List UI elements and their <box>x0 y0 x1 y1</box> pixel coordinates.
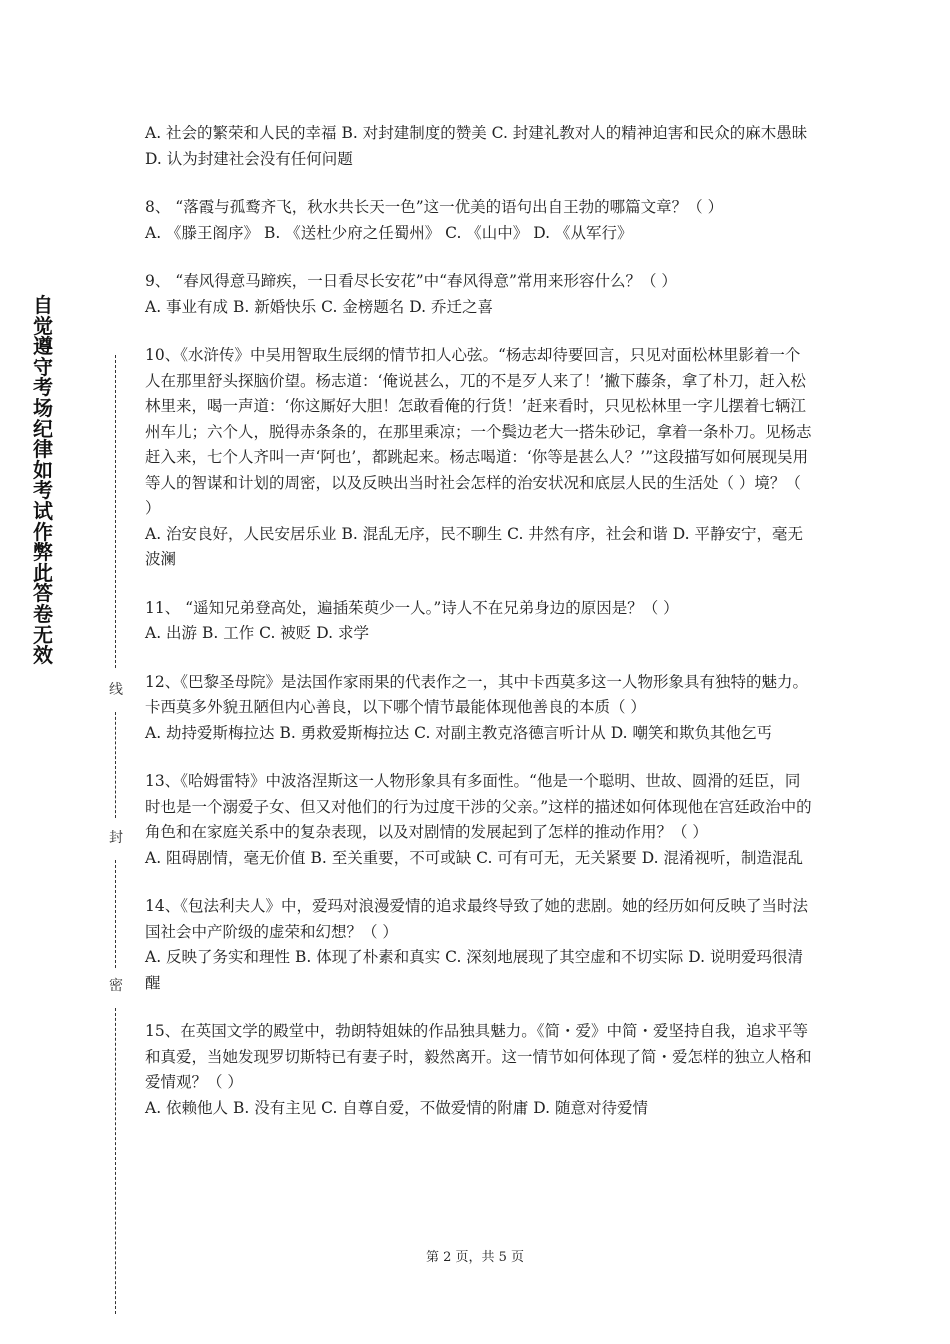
binding-dashed-line <box>115 355 116 668</box>
question-item <box>145 894 813 996</box>
question-options: A. 出游 B. 工作 C. 被贬 D. 求学 <box>145 624 369 642</box>
question-stem: 12、《巴黎圣母院》是法国作家雨果的代表作之一，其中卡西莫多这一人物形象具有独特的魅力。卡西莫多外貌丑陋但内心善良，以下哪个情节最能体现他善良的本质（ ） <box>145 672 808 716</box>
question-stem: 10、《水浒传》中吴用智取生辰纲的情节扣人心弦。“杨志却待要回言，只见对面松林里影着一个人在那里舒头探脑价望。杨志道：‘俺说甚么，兀的不是歹人来了！’撇下藤条，拿了朴刀，赶入松林里来，喝一声道：‘你这厮好大胆！怎敢看俺的行货！’赶来看时，只见松林里一字儿摆着七辆江州车儿；六个人，脱得赤条条的，在那里乘凉；一个鬓边老大一搭朱砂记，拿着一条朴刀。见杨志赶入来，七个人齐叫一声‘阿也’，都跳起来。杨志喝道：‘你等是甚么人？’”这段描写如何展现吴用等人的智谋和计划的周密，以及反映出当时社会怎样的治安状况和底层人民的生活处（ ）境？（ ） <box>145 346 812 517</box>
question-item <box>145 769 813 871</box>
question-options: A. 劫持爱斯梅拉达 B. 勇救爱斯梅拉达 C. 对副主教克洛德言听计从 D. 嘲笑和欺负其他乞丐 <box>145 723 772 742</box>
question-item <box>145 1019 813 1121</box>
binding-mark-line: 线 <box>109 682 123 698</box>
binding-dashed-line <box>115 712 116 818</box>
question-stem: 15、在英国文学的殿堂中，勃朗特姐妹的作品独具魅力。《简・爱》中简・爱坚持自我，追求平等和真爱，当她发现罗切斯特已有妻子时，毅然离开。这一情节如何体现了简・爱怎样的独立人格和爱情观？（ ） <box>145 1022 812 1091</box>
question-stem: 14、《包法利夫人》中，爱玛对浪漫爱情的追求最终导致了她的悲剧。她的经历如何反映了当时法国社会中产阶级的虚荣和幻想？（ ） <box>145 897 808 941</box>
question-options: A. 阻碍剧情，毫无价值 B. 至关重要，不可或缺 C. 可有可无，无关紧要 D. 混淆视听，制造混乱 <box>145 848 803 867</box>
binding-dashed-line <box>115 860 116 968</box>
question-stem: 9、 “春风得意马蹄疾，一日看尽长安花”中“春风得意”常用来形容什么？（ ） <box>145 272 677 290</box>
question-stem: 11、 “遥知兄弟登高处，遍插茱萸少一人。”诗人不在兄弟身边的原因是？（ ） <box>145 598 679 617</box>
binding-dashed-line <box>115 1008 116 1314</box>
question-options: A. 社会的繁荣和人民的幸福 B. 对封建制度的赞美 C. 封建礼教对人的精神迫害和民众的麻木愚昧 D. 认为封建社会没有任何问题 <box>145 124 808 168</box>
binding-mark-secret: 密 <box>109 978 123 994</box>
question-list <box>145 121 813 1144</box>
question-item <box>145 343 813 573</box>
question-item <box>145 195 813 246</box>
question-stem: 13、《哈姆雷特》中波洛涅斯这一人物形象具有多面性。“他是一个聪明、世故、圆滑的廷臣，同时也是一个溺爱子女、但又对他们的行为过度干涉的父亲。”这样的描述如何体现他在宫廷政治中的角色和在家庭关系中的复杂表现，以及对剧情的发展起到了怎样的推动作用？（ ） <box>145 772 812 841</box>
question-item <box>145 596 813 647</box>
page-number: 第 2 页，共 5 页 <box>425 1250 525 1265</box>
binding-mark-seal: 封 <box>109 830 123 846</box>
question-options: A. 治安良好，人民安居乐业 B. 混乱无序，民不聊生 C. 井然有序，社会和谐 D. 平静安宁，毫无波澜 <box>145 524 803 568</box>
question-stem: 8、 “落霞与孤鹜齐飞，秋水共长天一色”这一优美的语句出自王勃的哪篇文章？（ ） <box>145 198 724 216</box>
exam-discipline-notice: 自觉遵守考场纪律如考试作弊此答卷无效 <box>33 293 53 668</box>
question-item <box>145 121 813 172</box>
question-options: A. 事业有成 B. 新婚快乐 C. 金榜题名 D. 乔迁之喜 <box>145 297 493 316</box>
question-item <box>145 670 813 747</box>
question-options: A. 反映了务实和理性 B. 体现了朴素和真实 C. 深刻地展现了其空虚和不切实际 D. 说明爱玛很清醒 <box>145 948 803 992</box>
question-item <box>145 269 813 320</box>
question-options: A. 依赖他人 B. 没有主见 C. 自尊自爱，不做爱情的附庸 D. 随意对待爱情 <box>145 1098 648 1117</box>
question-options: A. 《滕王阁序》 B. 《送杜少府之任蜀州》 C. 《山中》 D. 《从军行》 <box>145 223 633 242</box>
